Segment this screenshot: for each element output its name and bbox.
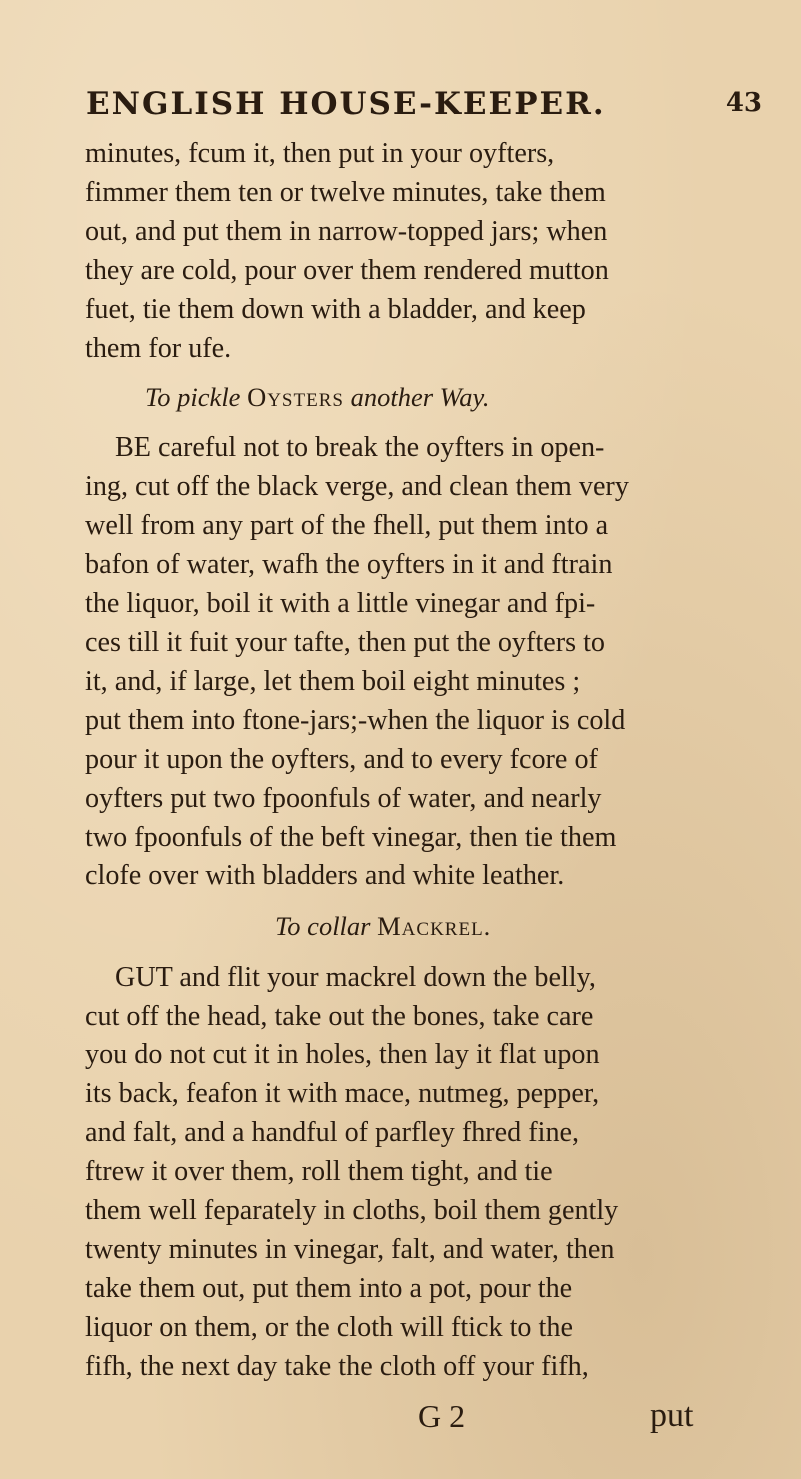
heading-text: To pickle (145, 382, 241, 413)
text-line: clofe over with bladders and white leather. (85, 860, 565, 892)
text-line: BE careful not to break the oyfters in open- (115, 432, 605, 464)
text-line: oyfters put two fpoonfuls of water, and nearly (85, 782, 602, 814)
text-line: ftrew it over them, roll them tight, and tie (85, 1156, 553, 1188)
text-line: ces till it fuit your tafte, then put the oyfters to (85, 626, 605, 658)
text-line: liquor on them, or the cloth will ftick to the (85, 1312, 573, 1344)
text-line: fimmer them ten or twelve minutes, take them (85, 176, 606, 208)
text-line: two fpoonfuls of the beft vinegar, then tie them (85, 821, 617, 853)
text-line: put them into ftone-jars;-when the liquor is cold (85, 704, 626, 736)
recipe-heading-oysters (145, 381, 489, 421)
text-line: minutes, fcum it, then put in your oyfters, (85, 138, 555, 169)
text-line: it, and, if large, let them boil eight minutes ; (85, 665, 581, 697)
text-line: fifh, the next day take the cloth off your fifh, (85, 1351, 589, 1382)
running-head (86, 86, 762, 126)
text-line: they are cold, pour over them rendered mutton (85, 254, 609, 286)
signature-mark: G 2 (418, 1398, 466, 1434)
text-line: its back, feafon it with mace, nutmeg, pepper, (85, 1078, 600, 1110)
text-line: them well feparately in cloths, boil them gently (85, 1195, 619, 1227)
catchword: put (650, 1397, 694, 1434)
text-line: and falt, and a handful of parfley fhred fine, (85, 1117, 580, 1149)
heading-text: To collar (275, 911, 371, 942)
text-line: well from any part of the fhell, put them into a (85, 510, 609, 542)
heading-text: Mackrel. (377, 911, 492, 942)
text-line: GUT and flit your mackrel down the belly, (115, 961, 596, 993)
text-line: take them out, put them into a pot, pour the (85, 1273, 573, 1305)
running-head-title: ENGLISH HOUSE-KEEPER. (86, 86, 606, 122)
text-line: bafon of water, wafh the oyfters in it and ftrain (85, 548, 613, 580)
text-line: them for ufe. (85, 332, 232, 364)
text-line: ing, cut off the black verge, and clean them very (85, 471, 629, 503)
text-line: pour it upon the oyfters, and to every fcore of (85, 743, 598, 775)
text-line: out, and put them in narrow-topped jars; when (85, 215, 608, 247)
text-line: twenty minutes in vinegar, falt, and water, then (85, 1234, 615, 1266)
text-line: the liquor, boil it with a little vinegar and fpi- (85, 587, 596, 619)
text-line: you do not cut it in holes, then lay it flat upon (85, 1039, 600, 1071)
text-line: fuet, tie them down with a bladder, and keep (85, 293, 586, 325)
text-line: cut off the head, take out the bones, take care (85, 1000, 594, 1032)
heading-text: Oysters (247, 382, 344, 413)
page-number: 43 (725, 88, 762, 118)
heading-text: another Way. (350, 382, 490, 413)
recipe-heading-mackrel (275, 910, 491, 950)
